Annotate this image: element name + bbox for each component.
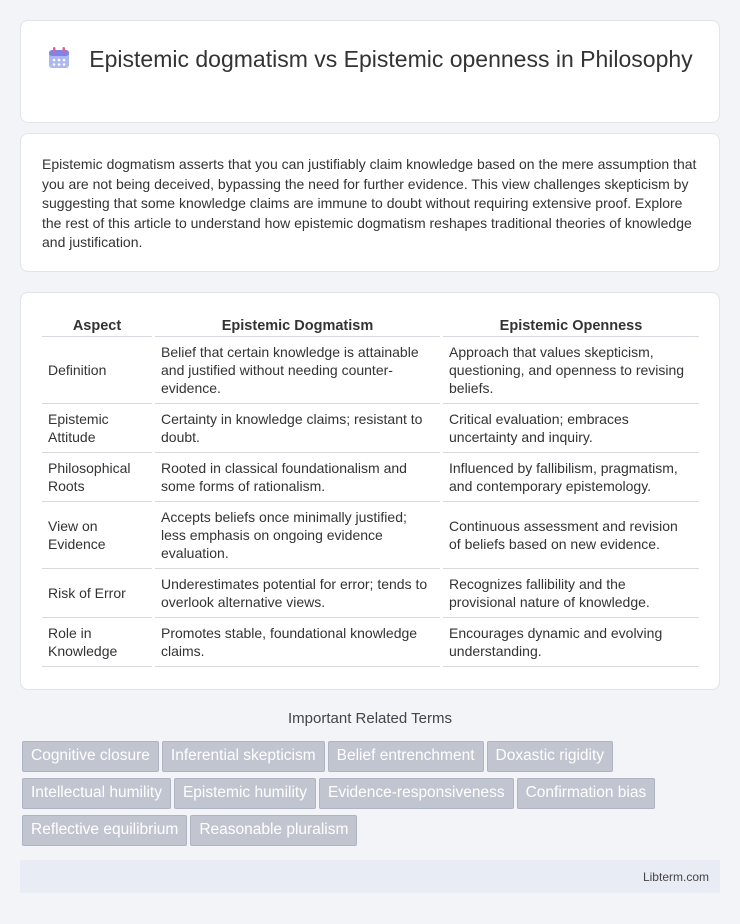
related-term-tag[interactable]: Confirmation bias: [517, 778, 656, 809]
related-term-tag[interactable]: Epistemic humility: [174, 778, 316, 809]
related-term-tag[interactable]: Evidence-responsiveness: [319, 778, 514, 809]
table-cell-openness: Influenced by fallibilism, pragmatism, and contemporary epistemology.: [443, 453, 699, 502]
table-row: [42, 569, 699, 618]
comparison-table: [42, 314, 699, 667]
table-row: [42, 404, 699, 453]
table-cell-aspect: Epistemic Attitude: [42, 404, 152, 453]
related-term-tag[interactable]: Inferential skepticism: [162, 741, 325, 772]
related-term-tag[interactable]: Intellectual humility: [22, 778, 171, 809]
table-cell-openness: Critical evaluation; embraces uncertainty and inquiry.: [443, 404, 699, 453]
table-row: [42, 453, 699, 502]
table-cell-dogmatism: Underestimates potential for error; tends to overlook alternative views.: [155, 569, 440, 618]
table-row: [42, 618, 699, 667]
table-cell-aspect: Philosophical Roots: [42, 453, 152, 502]
table-cell-dogmatism: Certainty in knowledge claims; resistant to doubt.: [155, 404, 440, 453]
page-title: [21, 45, 719, 77]
related-terms-heading: Important Related Terms: [288, 710, 452, 727]
footer-site-link[interactable]: Libterm.com: [642, 870, 709, 884]
table-cell-openness: Approach that values skepticism, questioning, and openness to revising beliefs.: [443, 337, 699, 404]
table-cell-dogmatism: Rooted in classical foundationalism and some forms of rationalism.: [155, 453, 440, 502]
related-term-tag[interactable]: Cognitive closure: [22, 741, 159, 772]
table-cell-aspect: Definition: [42, 337, 152, 404]
table-cell-aspect: Risk of Error: [42, 569, 152, 618]
calendar-icon: [47, 46, 71, 77]
column-header-aspect: Aspect: [42, 314, 152, 337]
table-cell-dogmatism: Belief that certain knowledge is attainable and justified without needing counter-evidence.: [155, 337, 440, 404]
related-term-tag[interactable]: Reflective equilibrium: [22, 815, 187, 846]
related-term-tag[interactable]: Doxastic rigidity: [487, 741, 614, 772]
table-cell-openness: Encourages dynamic and evolving understanding.: [443, 618, 699, 667]
table-cell-aspect: View on Evidence: [42, 502, 152, 569]
intro-card: [20, 133, 720, 272]
related-term-tag[interactable]: Belief entrenchment: [328, 741, 484, 772]
table-cell-dogmatism: Promotes stable, foundational knowledge claims.: [155, 618, 440, 667]
intro-paragraph: Epistemic dogmatism asserts that you can justifiably claim knowledge based on the mere assumption that you are not being deceived, bypassing the need for further evidence. This view challenges skepticism by suggesting that some knowledge claims are immune to doubt without requiring extensive proof. Explore the rest of this article to understand how epistemic dogmatism reshapes traditional theories of knowledge and justification.: [42, 156, 697, 250]
comparison-card: [20, 292, 720, 690]
table-cell-openness: Continuous assessment and revision of beliefs based on new evidence.: [443, 502, 699, 569]
related-term-tag[interactable]: Reasonable pluralism: [190, 815, 357, 846]
table-header-row: [42, 314, 699, 337]
table-row: [42, 502, 699, 569]
column-header-dogmatism: Epistemic Dogmatism: [155, 314, 440, 337]
table-cell-openness: Recognizes fallibility and the provisional nature of knowledge.: [443, 569, 699, 618]
table-row: [42, 337, 699, 404]
footer-bar: [20, 860, 720, 893]
title-card: [20, 20, 720, 123]
column-header-openness: Epistemic Openness: [443, 314, 699, 337]
table-cell-aspect: Role in Knowledge: [42, 618, 152, 667]
table-cell-dogmatism: Accepts beliefs once minimally justified; less emphasis on ongoing evidence evaluation.: [155, 502, 440, 569]
related-terms-list: [22, 741, 702, 852]
page-title-text: Epistemic dogmatism vs Epistemic openness in Philosophy: [89, 46, 693, 72]
